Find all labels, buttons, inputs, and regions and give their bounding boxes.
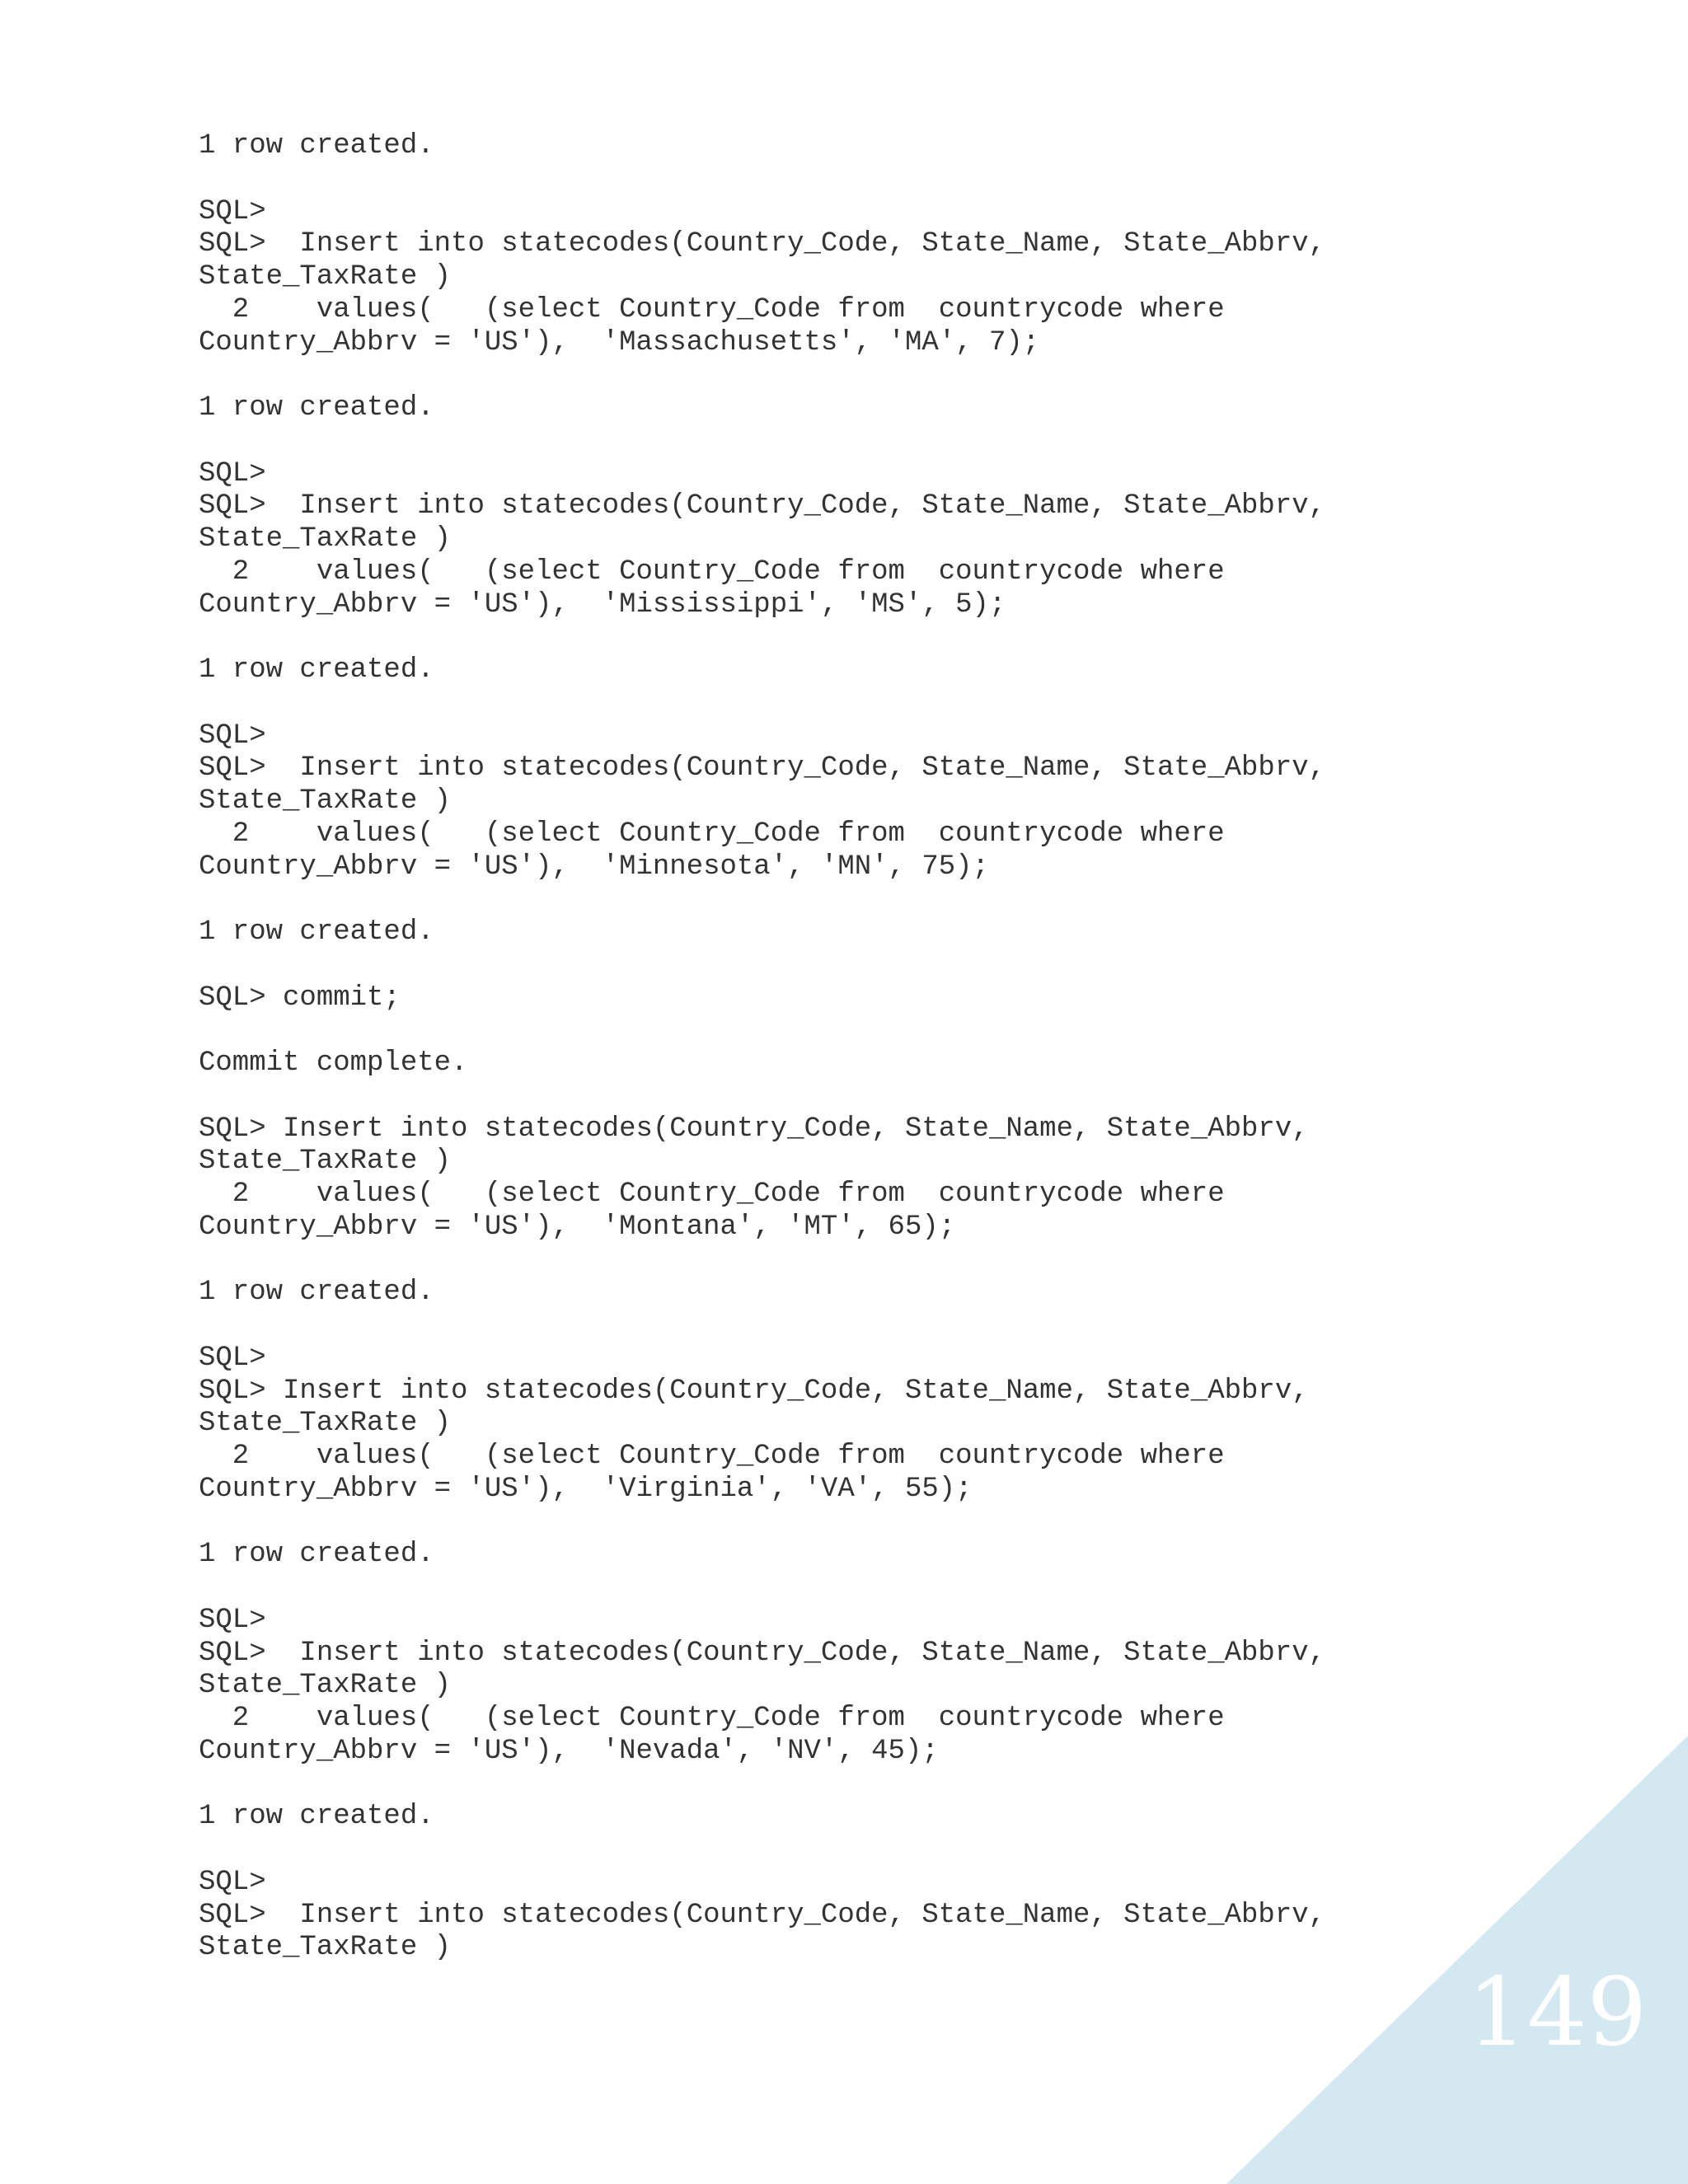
code-line: 1 row created. (199, 1801, 434, 1833)
code-line: Country_Abbrv = 'US'), 'Massachusetts', 'MA', 7); (199, 326, 1040, 359)
code-line: State_TaxRate ) (199, 523, 452, 555)
code-line: Country_Abbrv = 'US'), 'Mississippi', 'MS', 5); (199, 588, 1006, 621)
code-line: State_TaxRate ) (199, 261, 452, 293)
code-line: SQL> Insert into statecodes(Country_Code, State_Name, State_Abbrv, (199, 1899, 1326, 1931)
code-line (199, 1015, 1649, 1047)
code-line: SQL> Insert into statecodes(Country_Code, State_Name, State_Abbrv, (199, 1113, 1309, 1145)
code-line: State_TaxRate ) (199, 1408, 452, 1440)
code-line: 1 row created. (199, 1539, 434, 1571)
code-line: SQL> Insert into statecodes(Country_Code, State_Name, State_Abbrv, (199, 490, 1326, 523)
code-line (199, 1244, 1649, 1277)
code-line: SQL> Insert into statecodes(Country_Code, State_Name, State_Abbrv, (199, 1637, 1326, 1669)
code-line: 2 values( (select Country_Code from countrycode where (199, 555, 1225, 588)
page-number: 149 (1467, 1957, 1647, 2067)
code-line: Country_Abbrv = 'US'), 'Montana', 'MT', 65); (199, 1211, 956, 1243)
code-line (199, 359, 1649, 392)
code-line: SQL> Insert into statecodes(Country_Code, State_Name, State_Abbrv, (199, 228, 1326, 260)
code-line (199, 883, 1649, 916)
code-line (199, 1834, 1649, 1867)
code-line: SQL> (199, 1342, 266, 1374)
code-line: SQL> commit; (199, 982, 401, 1014)
code-line (199, 1507, 1649, 1540)
code-line: 1 row created. (199, 392, 434, 424)
code-line: 1 row created. (199, 1277, 434, 1309)
code-line: SQL> (199, 195, 266, 227)
code-line: SQL> Insert into statecodes(Country_Code, State_Name, State_Abbrv, (199, 752, 1326, 785)
code-line (199, 1769, 1649, 1802)
code-line: 2 values( (select Country_Code from countrycode where (199, 818, 1225, 850)
code-line (199, 1572, 1649, 1605)
code-line: SQL> Insert into statecodes(Country_Code, State_Name, State_Abbrv, (199, 1375, 1309, 1407)
code-line: State_TaxRate ) (199, 1932, 452, 1964)
code-line (199, 621, 1649, 654)
code-line (199, 1080, 1649, 1113)
code-line: SQL> (199, 1866, 266, 1898)
code-line: 1 row created. (199, 916, 434, 948)
code-line: 2 values( (select Country_Code from countrycode where (199, 1441, 1225, 1472)
code-line (199, 163, 1649, 196)
code-line: 2 values( (select Country_Code from countrycode where (199, 1179, 1225, 1210)
code-line: SQL> (199, 457, 266, 490)
code-line: State_TaxRate ) (199, 1146, 452, 1178)
code-line: State_TaxRate ) (199, 1670, 452, 1702)
sql-console-listing (199, 130, 1649, 1965)
code-line: Country_Abbrv = 'US'), 'Minnesota', 'MN', 75); (199, 851, 989, 883)
code-line: 1 row created. (199, 654, 434, 686)
code-line: 2 values( (select Country_Code from countrycode where (199, 1703, 1225, 1734)
code-line: Country_Abbrv = 'US'), 'Virginia', 'VA', 55); (199, 1473, 973, 1505)
code-line: Commit complete. (199, 1047, 468, 1079)
code-line (199, 425, 1649, 458)
code-line: SQL> (199, 1604, 266, 1636)
code-line: 2 values( (select Country_Code from countrycode where (199, 293, 1225, 326)
code-line (199, 687, 1649, 720)
code-line (199, 949, 1649, 982)
code-line: Country_Abbrv = 'US'), 'Nevada', 'NV', 45); (199, 1735, 939, 1767)
code-line: 1 row created. (199, 130, 434, 162)
code-line: State_TaxRate ) (199, 785, 452, 817)
code-line (199, 1310, 1649, 1343)
code-line: SQL> (199, 719, 266, 752)
